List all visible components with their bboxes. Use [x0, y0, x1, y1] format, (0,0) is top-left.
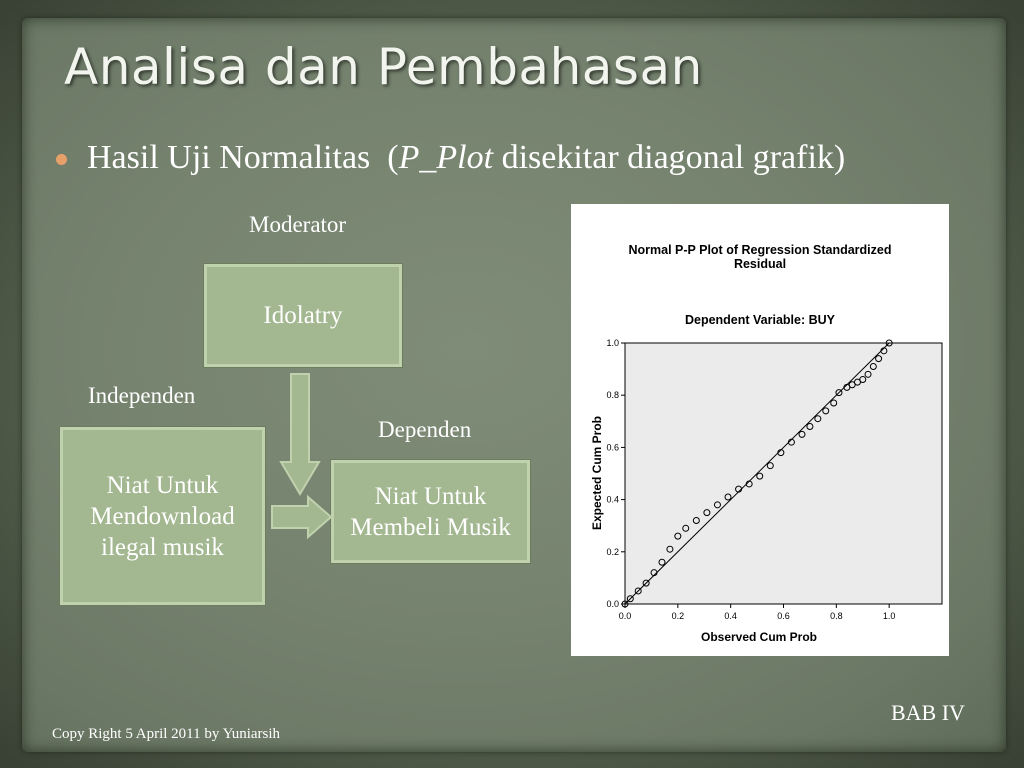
independen-box	[60, 427, 265, 605]
y-tick-label: 0.8	[606, 390, 619, 401]
bullet-dot-icon	[56, 154, 67, 165]
pp-plot-chart	[571, 204, 949, 656]
bullet-text-after: disekitar diagonal grafik)	[493, 139, 846, 176]
plot-area	[625, 343, 942, 604]
chart-title-line: Residual	[733, 257, 787, 271]
independen-label: Independen	[88, 383, 196, 408]
x-tick-label: 1.0	[882, 611, 896, 621]
moderator-box-text: Idolatry	[263, 302, 343, 329]
y-tick-label: 0.4	[606, 494, 619, 505]
independen-box-line: Niat Untuk	[106, 471, 219, 499]
y-tick-label: 1.0	[606, 338, 619, 348]
arrow-right-icon	[270, 494, 334, 540]
arrow-down-icon	[278, 372, 322, 498]
chapter-label: BAB IV	[891, 700, 965, 725]
chart-title-line: Normal P-P Plot of Regression Standardized	[628, 243, 892, 257]
bullet-text: Hasil Uji Normalitas	[87, 139, 371, 176]
copyright-footer: Copy Right 5 April 2011 by Yuniarsih	[52, 726, 281, 742]
pp-plot-panel	[571, 204, 949, 656]
dependen-box	[331, 460, 530, 563]
x-tick-label: 0.8	[830, 611, 843, 621]
independen-box-line: Mendownload	[90, 502, 235, 530]
x-tick-label: 0.6	[777, 611, 790, 621]
dependen-label: Dependen	[378, 417, 472, 442]
bullet-italic-term: P_Plot	[398, 139, 494, 176]
x-tick-label: 0.4	[724, 611, 737, 621]
x-tick-label: 0.2	[671, 611, 685, 621]
y-tick-label: 0.6	[606, 442, 619, 453]
dependen-box-line: Membeli Musik	[350, 513, 511, 541]
independen-box-line: ilegal musik	[101, 533, 224, 561]
dependen-box-line: Niat Untuk	[374, 482, 487, 510]
moderator-label: Moderator	[249, 212, 347, 237]
bullet-item	[56, 136, 845, 180]
x-tick-label: 0.0	[618, 611, 632, 621]
y-axis-label: Expected Cum Prob	[590, 415, 604, 531]
y-tick-label: 0.0	[606, 599, 619, 609]
chart-subtitle: Dependent Variable: BUY	[684, 313, 836, 327]
moderator-box	[204, 264, 402, 367]
slide-title: Analisa dan Pembahasan	[64, 38, 703, 96]
x-axis-label: Observed Cum Prob	[700, 630, 818, 644]
y-tick-label: 0.2	[606, 546, 619, 557]
bullet-paren-open: (	[387, 139, 399, 176]
